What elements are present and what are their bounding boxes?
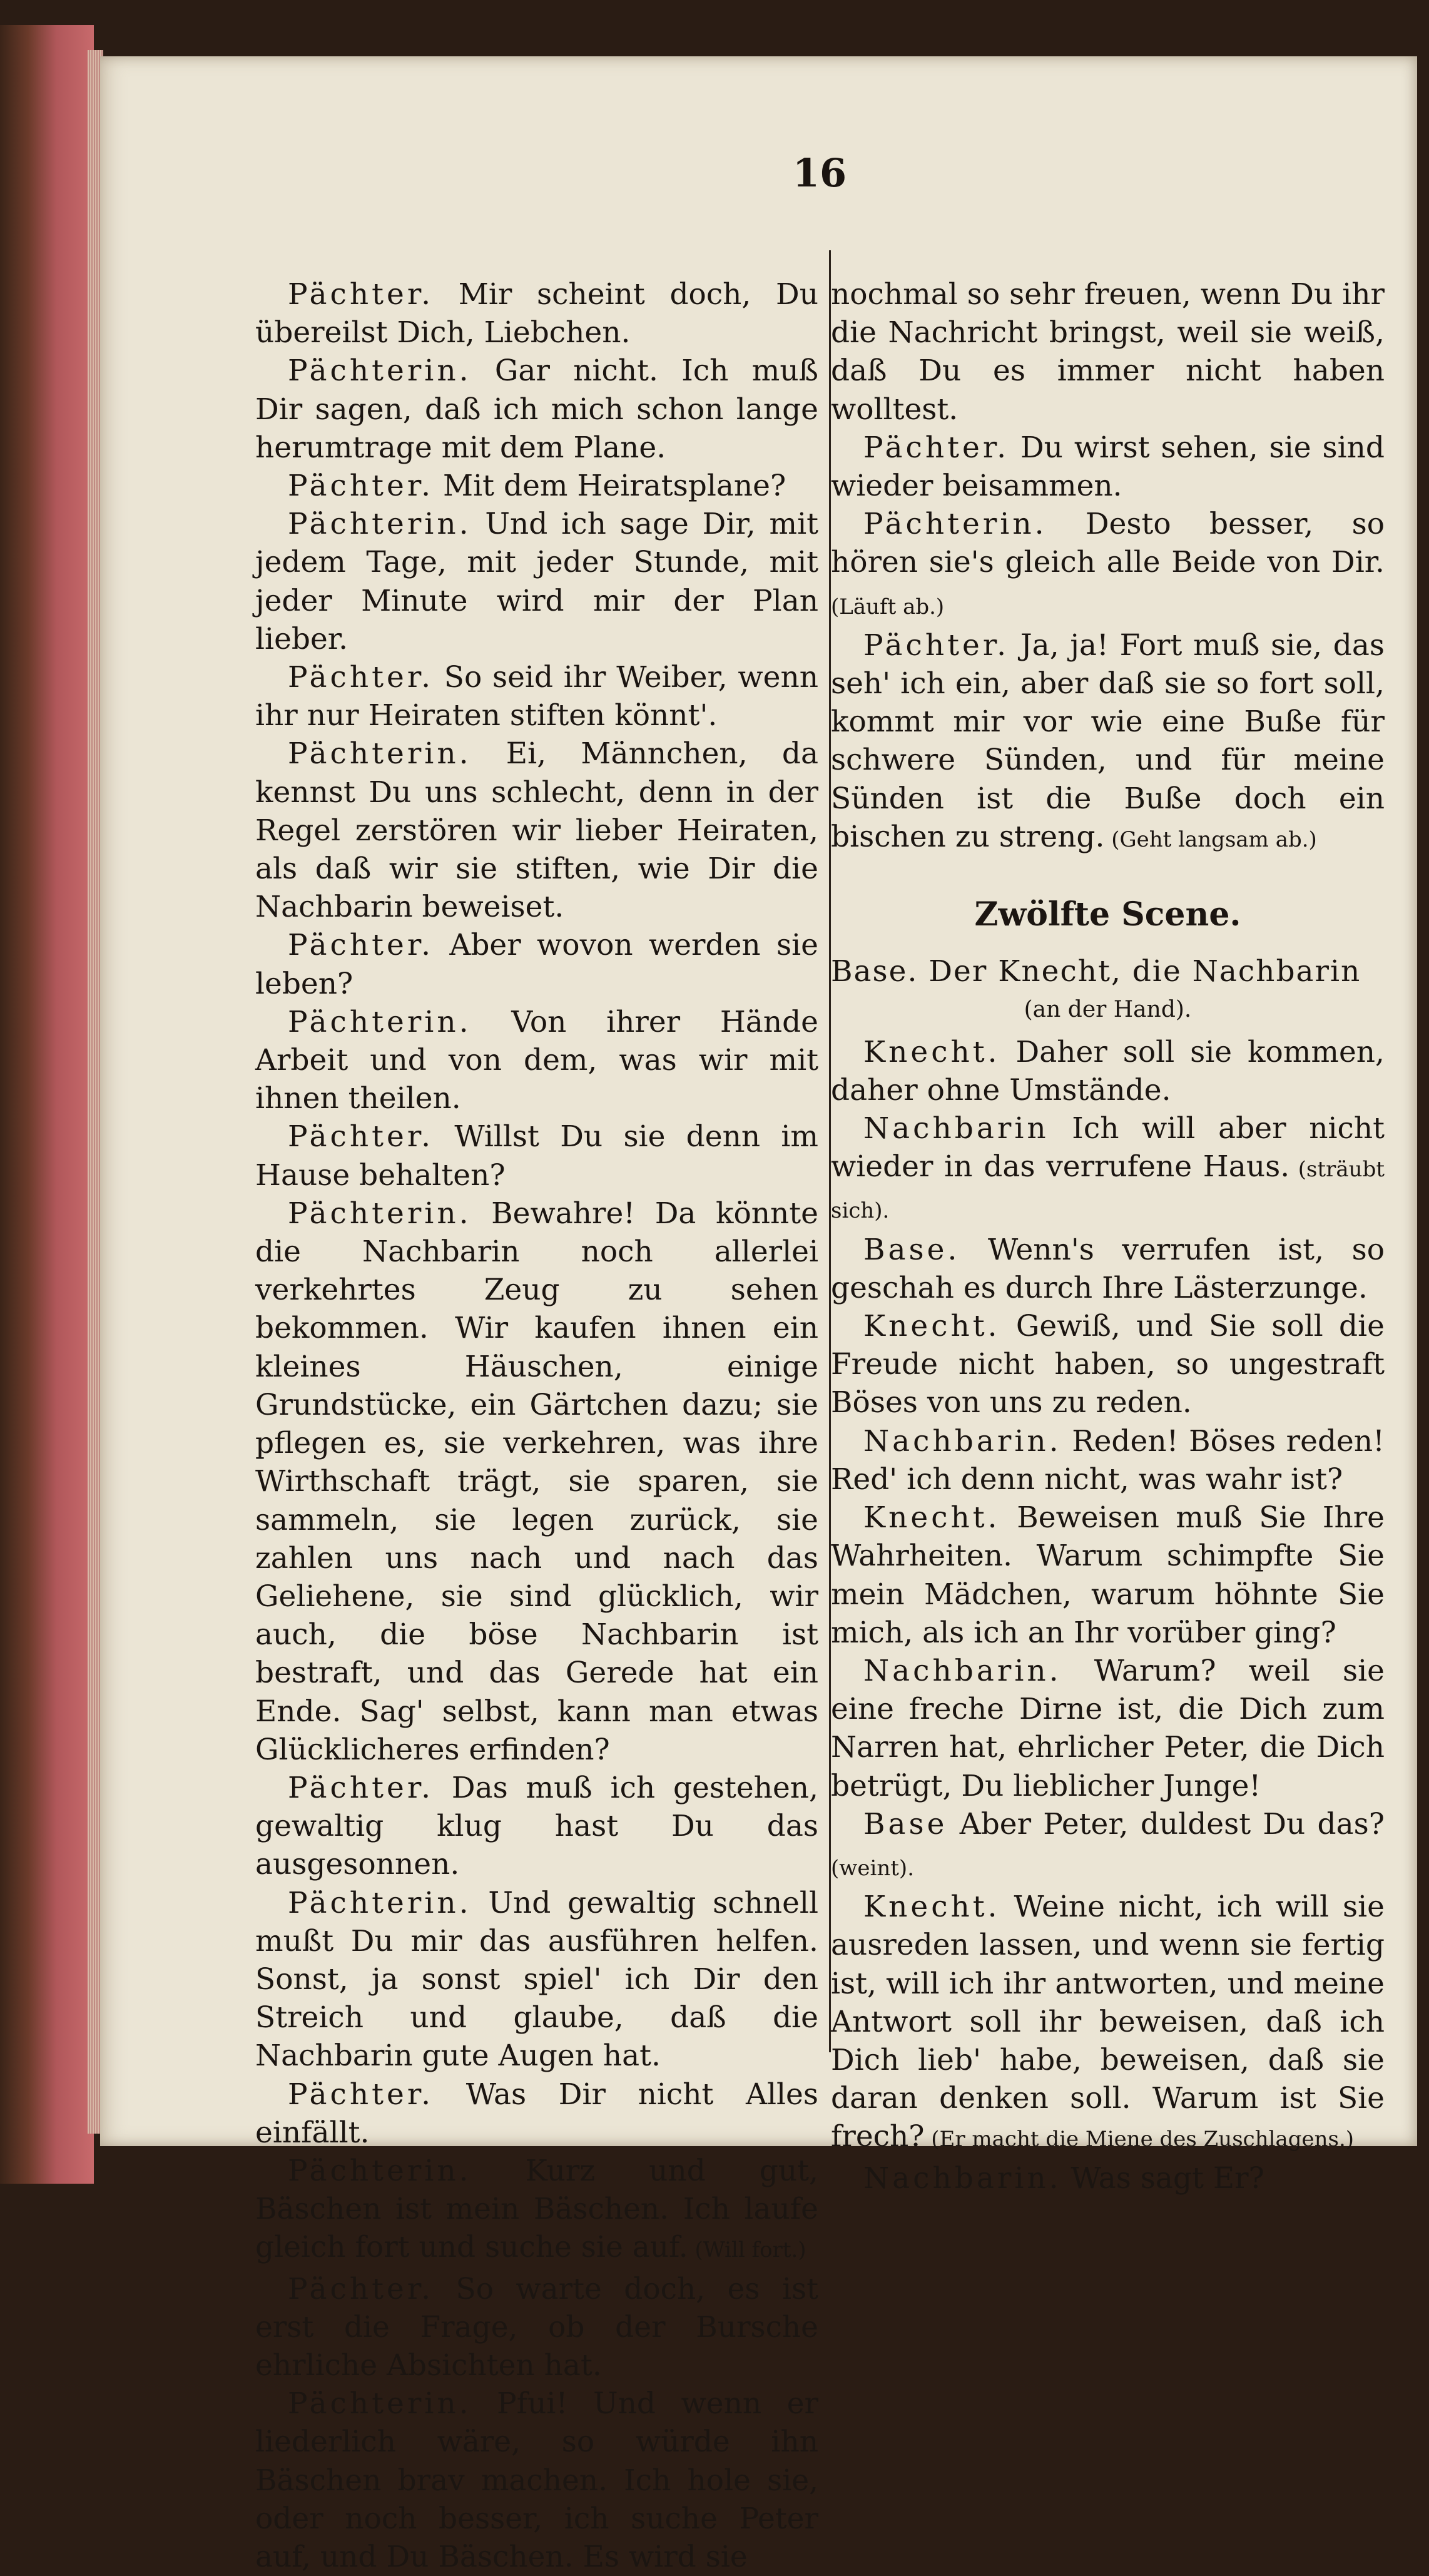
speaker-name: Knecht.	[863, 1890, 1000, 1925]
left-column	[255, 275, 818, 2576]
scene-cast-direction: (an der Hand).	[1024, 997, 1192, 1023]
dialogue-text: Wenn's verrufen ist, so geschah es durch Ihre Lästerzunge.	[831, 1232, 1385, 1305]
speaker-name: Pächterin.	[288, 2386, 472, 2421]
scene-cast: Base. Der Knecht, die Nachbarin	[831, 954, 1361, 989]
right-column-continuation	[831, 275, 1385, 859]
dialogue-text: Was Dir nicht Alles einfällt.	[255, 2077, 818, 2150]
dialogue-text: Was sagt Er?	[1061, 2161, 1264, 2196]
dialogue-text: So seid ihr Weiber, wenn ihr nur Heiraten stiften könnt'.	[255, 660, 818, 733]
dialogue-text: Reden! Böses reden! Red' ich denn nicht, was wahr ist?	[831, 1423, 1385, 1497]
dialogue-paragraph	[831, 1499, 1385, 1652]
dialogue-text: Desto besser, so hören sie's gleich alle Beide von Dir.	[831, 507, 1385, 580]
dialogue-text: Pfui! Und wenn er liederlich wäre, so würde ihn Bäschen brav machen. Ich hole sie, oder noch besser, ich suche Peter auf, und Du Bäschen. Es wird sie	[255, 2386, 818, 2574]
speaker-name: Pächter.	[288, 1119, 434, 1154]
right-column-scene-dialogue	[831, 1033, 1385, 2197]
dialogue-text: Aber Peter, duldest Du das?	[947, 1806, 1385, 1841]
speaker-name: Base	[863, 1806, 948, 1841]
speaker-name: Pächterin.	[863, 507, 1047, 542]
dialogue-paragraph	[831, 1805, 1385, 1888]
dialogue-text: Mir scheint doch, Du übereilst Dich, Liebchen.	[255, 277, 818, 350]
dialogue-paragraph	[255, 467, 818, 505]
speaker-name: Pächter.	[863, 628, 1010, 663]
dialogue-paragraph	[255, 2075, 818, 2152]
dialogue-text: Mit dem Heiratsplane?	[434, 469, 786, 504]
dialogue-text: Das muß ich gestehen, gewaltig klug hast Du das ausgesonnen.	[255, 1770, 818, 1882]
dialogue-paragraph	[831, 1888, 1385, 2159]
dialogue-paragraph	[255, 352, 818, 467]
speaker-name: Pächterin.	[288, 1885, 472, 1920]
speaker-name: Pächter.	[288, 2271, 434, 2306]
dialogue-paragraph	[255, 926, 818, 1002]
speaker-name: Knecht.	[863, 1500, 1000, 1535]
stage-direction: (sträubt sich).	[831, 1157, 1385, 1224]
dialogue-text: Und gewaltig schnell mußt Du mir das ausführen helfen. Sonst, ja sonst spiel' ich Dir den Streich und glaube, daß die Nachbarin gute Augen hat.	[255, 1885, 818, 2074]
dialogue-paragraph	[255, 735, 818, 926]
dialogue-text: Willst Du sie denn im Hause behalten?	[255, 1119, 818, 1193]
speaker-name: Pächter.	[863, 430, 1010, 465]
dialogue-text: So warte doch, es ist erst die Frage, ob der Bursche ehrliche Absichten hat.	[255, 2271, 818, 2383]
speaker-name: Pächter.	[288, 660, 434, 695]
dialogue-paragraph	[831, 429, 1385, 505]
dialogue-text: Daher soll sie kommen, daher ohne Umstände.	[831, 1034, 1385, 1107]
dialogue-paragraph	[831, 1652, 1385, 1805]
dialogue-paragraph	[831, 1033, 1385, 1109]
dialogue-text: Ja, ja! Fort muß sie, das seh' ich ein, aber daß sie so fort soll, kommt mir vor wie eine Buße für schwere Sünden, und für meine Sünden ist die Buße doch ein bischen zu streng.	[831, 628, 1385, 854]
dialogue-text: Gar nicht. Ich muß Dir sagen, daß ich mich schon lange herumtrage mit dem Plane.	[255, 354, 818, 465]
dialogue-paragraph	[255, 2270, 818, 2385]
dialogue-paragraph	[255, 505, 818, 658]
dialogue-text: Von ihrer Hände Arbeit und von dem, was wir mit ihnen theilen.	[255, 1004, 818, 1116]
dialogue-text: Warum? weil sie eine freche Dirne ist, die Dich zum Narren hat, ehrlicher Peter, die Dich betrügt, Du lieblicher Junge!	[831, 1653, 1385, 1803]
stage-direction: (Geht langsam ab.)	[1104, 827, 1317, 852]
stage-direction: (Läuft ab.)	[831, 594, 945, 619]
scene-heading: Zwölfte Scene.	[974, 895, 1241, 934]
speaker-name: Pächterin.	[288, 736, 472, 771]
dialogue-text: Ei, Männchen, da kennst Du uns schlecht, denn in der Regel zerstören wir lieber Heiraten, als daß wir sie stiften, wie Dir die Nachbarin beweiset.	[255, 736, 818, 925]
dialogue-paragraph	[255, 2152, 818, 2270]
dialogue-paragraph	[255, 1003, 818, 1118]
speaker-name: Pächter.	[288, 1770, 434, 1805]
dialogue-paragraph	[831, 2159, 1385, 2197]
dialogue-paragraph	[255, 658, 818, 735]
dialogue-paragraph	[831, 1307, 1385, 1422]
speaker-name: Pächterin.	[288, 354, 472, 389]
right-column	[831, 275, 1385, 2197]
speaker-name: Nachbarin.	[863, 1653, 1062, 1688]
dialogue-paragraph	[831, 626, 1385, 859]
speaker-name: Pächter.	[288, 469, 434, 504]
dialogue-paragraph	[831, 275, 1385, 429]
dialogue-paragraph	[255, 2385, 818, 2576]
dialogue-text: Bewahre! Da könnte die Nachbarin noch allerlei verkehrtes Zeug zu sehen bekommen. Wir kaufen ihnen ein kleines Häuschen, einige Grundstücke, ein Gärtchen dazu; sie pflegen es, sie verkehren, was ihre Wirthschaft trägt, sie sparen, sie sammeln, sie legen zurück, sie zahlen uns nach und nach das Geliehene, sie sind glücklich, wir auch, die böse Nachbarin ist bestraft, und das Gerede hat ein Ende. Sag' selbst, kann man etwas Glücklicheres erfinden?	[255, 1196, 818, 1767]
speaker-name: Pächterin.	[288, 1196, 472, 1231]
dialogue-paragraph	[255, 1884, 818, 2075]
speaker-name: Knecht.	[863, 1034, 1000, 1069]
dialogue-text: Aber wovon werden sie leben?	[255, 928, 818, 1001]
speaker-name: Pächter.	[288, 277, 434, 312]
dialogue-paragraph	[255, 1194, 818, 1769]
speaker-name: Pächter.	[288, 2077, 434, 2112]
speaker-name: Pächter.	[288, 928, 434, 963]
dialogue-text: Kurz und gut, Bäschen ist mein Bäschen. Ich laufe gleich fort und suche sie auf.	[255, 2153, 818, 2265]
dialogue-text: Beweisen muß Sie Ihre Wahrheiten. Warum schimpfte Sie mein Mädchen, warum höhnte Sie mich, als ich an Ihr vorüber ging?	[831, 1500, 1385, 1650]
speaker-name: Nachbarin.	[863, 1423, 1062, 1459]
stage-direction: (Er macht die Miene des Zuschlagens.)	[924, 2127, 1355, 2152]
dialogue-text: Weine nicht, ich will sie ausreden lassen, und wenn sie fertig ist, will ich ihr antworten, und meine Antwort soll ihr beweisen, daß ich Dich lieb' habe, beweisen, daß sie daran denken soll. Warum ist Sie frech?	[831, 1890, 1385, 2154]
book-cover	[0, 25, 94, 2184]
dialogue-paragraph	[831, 505, 1385, 626]
dialogue-paragraph	[831, 1231, 1385, 1307]
page-number: 16	[792, 150, 847, 196]
speaker-name: Knecht.	[863, 1309, 1000, 1344]
dialogue-paragraph	[255, 275, 818, 352]
speaker-name: Nachbarin	[863, 1111, 1049, 1146]
speaker-name: Pächterin.	[288, 1004, 472, 1039]
stage-direction: (Will fort.)	[688, 2237, 806, 2263]
dialogue-text: Und ich sage Dir, mit jedem Tage, mit jeder Stunde, mit jeder Minute wird mir der Plan lieber.	[255, 507, 818, 656]
dialogue-text: nochmal so sehr freuen, wenn Du ihr die Nachricht bringst, weil sie weiß, daß Du es immer nicht haben wolltest.	[831, 277, 1385, 427]
speaker-name: Pächterin.	[288, 507, 472, 542]
dialogue-paragraph	[831, 1109, 1385, 1231]
stage-direction: (weint).	[831, 1855, 914, 1881]
dialogue-paragraph	[255, 1769, 818, 1884]
dialogue-text: Ich will aber nicht wieder in das verrufene Haus.	[831, 1111, 1385, 1184]
dialogue-paragraph	[831, 1422, 1385, 1499]
speaker-name: Nachbarin.	[863, 2161, 1062, 2196]
speaker-name: Pächterin.	[288, 2153, 472, 2188]
speaker-name: Base.	[863, 1232, 960, 1267]
dialogue-paragraph	[255, 1117, 818, 1194]
dialogue-text: Gewiß, und Sie soll die Freude nicht haben, so ungestraft Böses von uns zu reden.	[831, 1309, 1385, 1420]
dialogue-text: Du wirst sehen, sie sind wieder beisammen.	[831, 430, 1385, 504]
